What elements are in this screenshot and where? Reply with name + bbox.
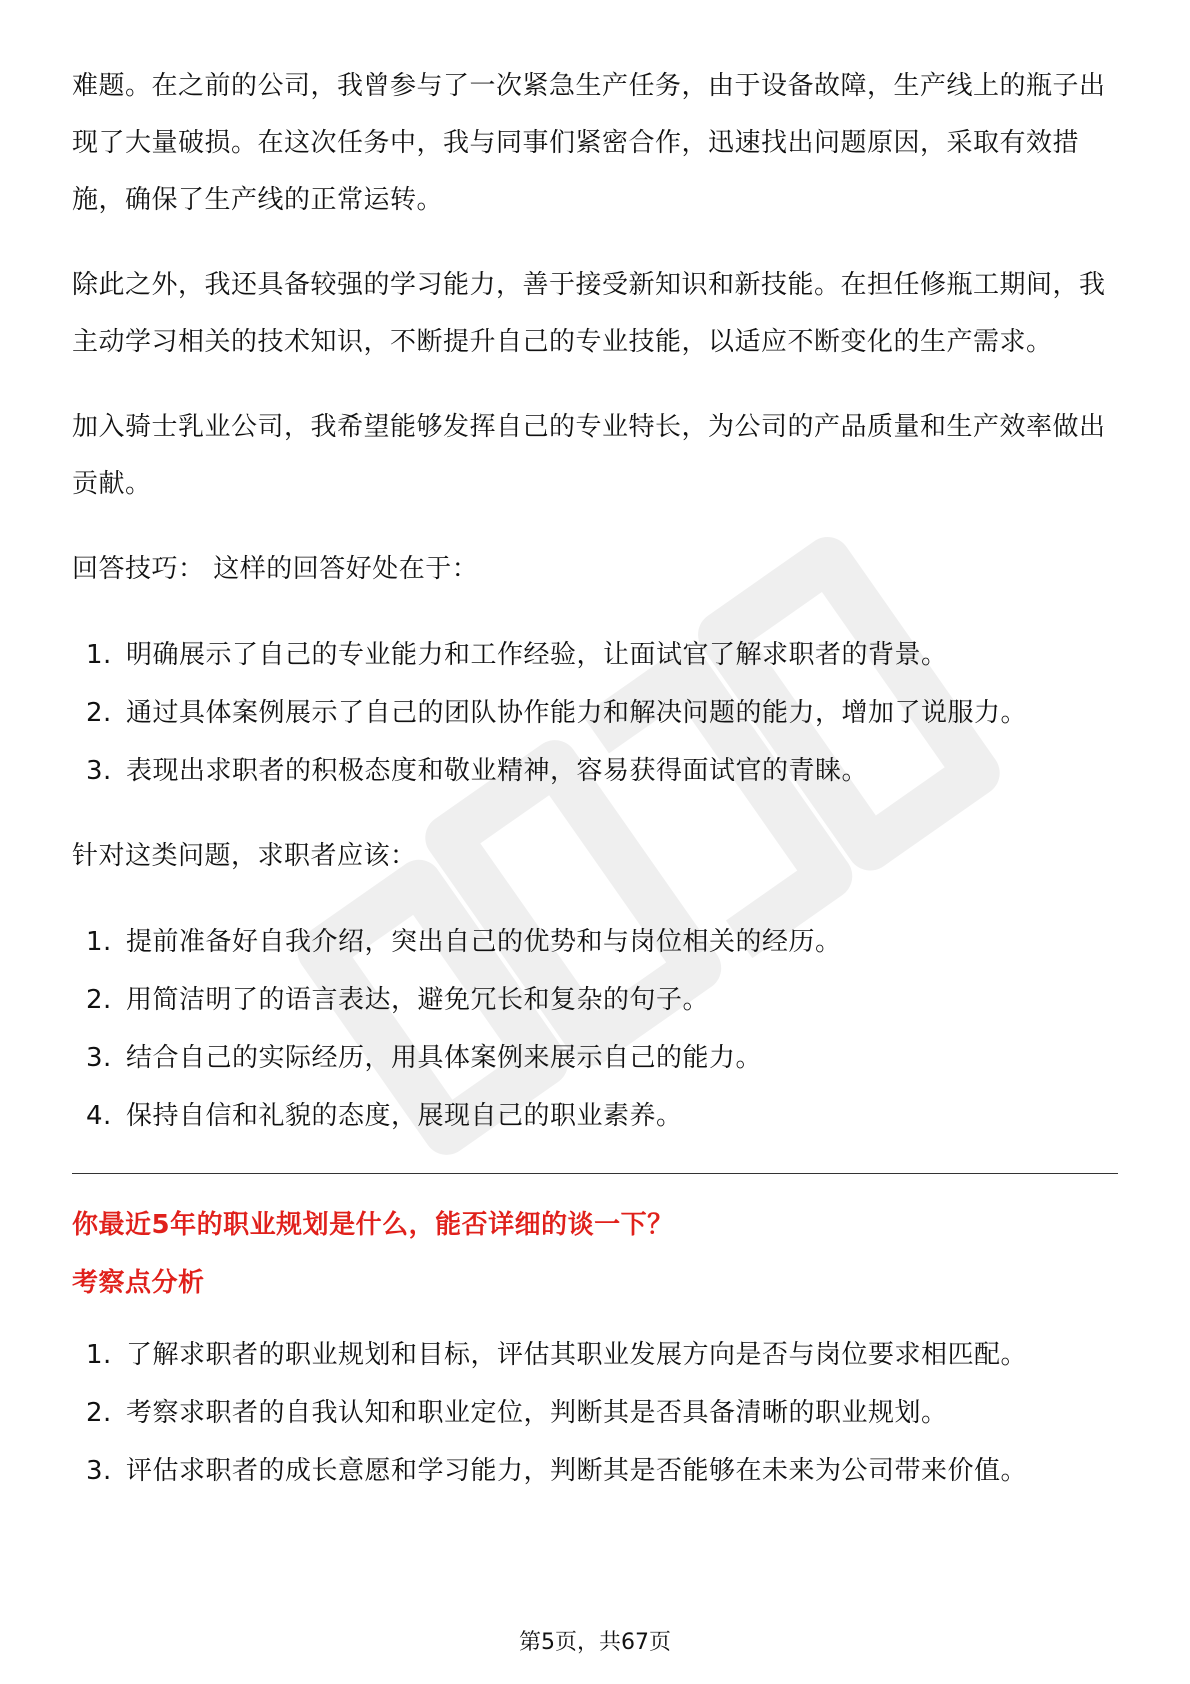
list-item [72,1087,1118,1145]
list-item [72,626,1118,684]
section-divider [72,1173,1118,1174]
paragraph: 除此之外，我还具备较强的学习能力，善于接受新知识和新技能。在担任修瓶工期间，我主动学习相关的技术知识，不断提升自己的专业技能，以适应不断变化的生产需求。 [72,270,1106,357]
paragraph: 加入骑士乳业公司，我希望能够发挥自己的专业特长，为公司的产品质量和生产效率做出贡献。 [72,412,1106,499]
advice-list [72,913,1118,1145]
analysis-list [72,1326,1118,1500]
list-item-text: 明确展示了自己的专业能力和工作经验，让面试官了解求职者的背景。 [126,640,948,670]
page-footer: 第5页，共67页 [519,1630,671,1655]
list-item [72,1384,1118,1442]
list-item [72,1326,1118,1384]
list-item [72,1442,1118,1500]
list-number: 3. [86,1456,112,1486]
list-item [72,971,1118,1029]
list-number: 1. [86,640,112,670]
tips-heading: 回答技巧： 这样的回答好处在于： [72,554,479,584]
list-item [72,742,1118,800]
list-number: 1. [86,927,112,957]
list-item-text: 表现出求职者的积极态度和敬业精神，容易获得面试官的青睐。 [126,756,869,786]
list-number: 2. [86,1398,112,1428]
advice-heading: 针对这类问题，求职者应该： [72,841,417,871]
question-title: 你最近5年的职业规划是什么，能否详细的谈一下？ [72,1210,674,1240]
list-number: 3. [86,1043,112,1073]
list-item-text: 用简洁明了的语言表达，避免冗长和复杂的句子。 [126,985,710,1015]
list-item [72,913,1118,971]
tips-list [72,626,1118,800]
list-number: 2. [86,985,112,1015]
list-item-text: 通过具体案例展示了自己的团队协作能力和解决问题的能力，增加了说服力。 [126,698,1028,728]
list-item-text: 保持自信和礼貌的态度，展现自己的职业素养。 [126,1101,683,1131]
list-item-text: 结合自己的实际经历，用具体案例来展示自己的能力。 [126,1043,763,1073]
list-item [72,684,1118,742]
list-item-text: 了解求职者的职业规划和目标，评估其职业发展方向是否与岗位要求相匹配。 [126,1340,1028,1370]
list-item-text: 考察求职者的自我认知和职业定位，判断其是否具备清晰的职业规划。 [126,1398,948,1428]
list-item [72,1029,1118,1087]
list-number: 1. [86,1340,112,1370]
list-item-text: 评估求职者的成长意愿和学习能力，判断其是否能够在未来为公司带来价值。 [126,1456,1028,1486]
list-number: 3. [86,756,112,786]
main-content [72,58,1118,1528]
list-number: 4. [86,1101,112,1131]
list-number: 2. [86,698,112,728]
list-item-text: 提前准备好自我介绍，突出自己的优势和与岗位相关的经历。 [126,927,842,957]
analysis-title: 考察点分析 [72,1268,205,1298]
paragraph: 难题。在之前的公司，我曾参与了一次紧急生产任务，由于设备故障，生产线上的瓶子出现了大量破损。在这次任务中，我与同事们紧密合作，迅速找出问题原因，采取有效措施，确保了生产线的正常运转。 [72,71,1106,215]
